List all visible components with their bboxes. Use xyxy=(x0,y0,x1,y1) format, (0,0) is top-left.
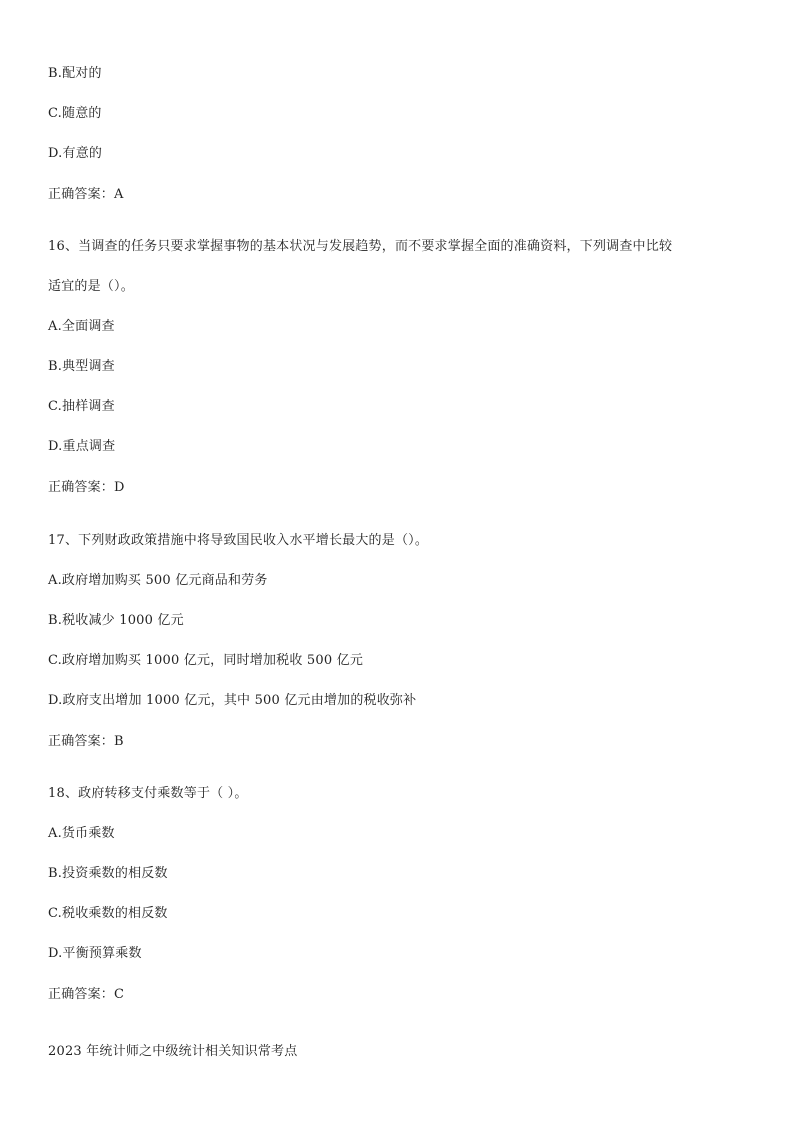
q17-stem: 17、下列财政政策措施中将导致国民收入水平增长最大的是（）。 xyxy=(48,533,429,548)
q18-option-a: A.货币乘数 xyxy=(48,826,115,841)
q16-stem-line2: 适宜的是（）。 xyxy=(48,279,134,294)
q16-option-d: D.重点调查 xyxy=(48,439,116,454)
q17-option-a: A.政府增加购买 500 亿元商品和劳务 xyxy=(48,573,268,588)
q17-answer: 正确答案：B xyxy=(48,734,124,749)
footer-title: 2023 年统计师之中级统计相关知识常考点 xyxy=(48,1044,298,1059)
q15-answer: 正确答案：A xyxy=(48,187,124,202)
q16-answer: 正确答案：D xyxy=(48,480,125,495)
q18-stem: 18、政府转移支付乘数等于（ ）。 xyxy=(48,786,248,801)
q16-stem-line1: 16、当调查的任务只要求掌握事物的基本状况与发展趋势，而不要求掌握全面的准确资料，下列调查中比较 xyxy=(48,239,673,254)
q17-option-c: C.政府增加购买 1000 亿元，同时增加税收 500 亿元 xyxy=(48,653,364,668)
q15-option-b: B.配对的 xyxy=(48,66,102,81)
q17-option-b: B.税收减少 1000 亿元 xyxy=(48,613,184,628)
q15-option-c: C.随意的 xyxy=(48,106,102,121)
q18-answer: 正确答案：C xyxy=(48,987,125,1002)
q16-option-b: B.典型调查 xyxy=(48,359,115,374)
q17-option-d: D.政府支出增加 1000 亿元，其中 500 亿元由增加的税收弥补 xyxy=(48,693,417,708)
q18-option-b: B.投资乘数的相反数 xyxy=(48,866,168,881)
q18-option-c: C.税收乘数的相反数 xyxy=(48,906,168,921)
q16-option-c: C.抽样调查 xyxy=(48,399,115,414)
q18-option-d: D.平衡预算乘数 xyxy=(48,946,142,961)
q15-option-d: D.有意的 xyxy=(48,146,103,161)
q16-option-a: A.全面调查 xyxy=(48,319,115,334)
